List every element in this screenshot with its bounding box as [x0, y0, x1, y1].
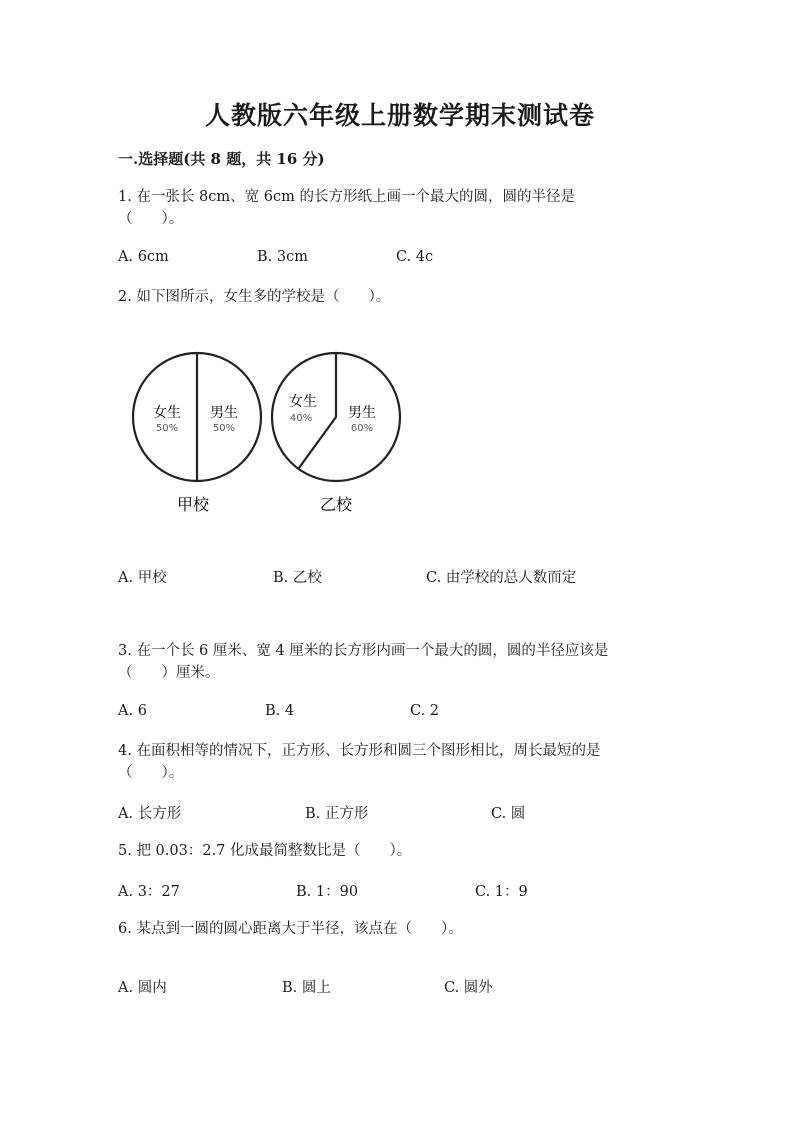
pie-chart-figure	[120, 340, 420, 525]
pie-jia-name: 甲校	[176, 495, 210, 514]
pie-yi-girl-percent: 40%	[289, 413, 313, 424]
pie-jia-girl-percent: 50%	[155, 423, 179, 434]
pie-jia-boy-label: 男生	[210, 405, 238, 421]
question-4-option-b: B. 正方形	[305, 806, 369, 822]
question-3	[118, 640, 608, 684]
question-1-line-2: （ ）。	[118, 211, 184, 227]
question-1-line-1: 1. 在一张长 8cm、宽 6cm 的长方形纸上画一个最大的圆，圆的半径是	[118, 189, 575, 205]
pie-yi-boy-percent: 60%	[350, 423, 374, 434]
pie-jia-girl-label: 女生	[153, 405, 181, 421]
question-6-option-b: B. 圆上	[282, 980, 331, 996]
question-5-option-b: B. 1：90	[296, 884, 359, 900]
section-heading: 一.选择题(共 8 题，共 16 分)	[118, 150, 325, 168]
pie-yi	[272, 353, 400, 514]
question-2	[118, 286, 390, 308]
question-6-option-c: C. 圆外	[444, 980, 493, 996]
question-3-option-a: A. 6	[118, 703, 147, 719]
question-3-line-2: （ ）厘米。	[118, 665, 220, 681]
question-2-option-a: A. 甲校	[118, 570, 167, 586]
question-2-option-c: C. 由学校的总人数而定	[426, 570, 577, 586]
question-4-option-c: C. 圆	[491, 806, 526, 822]
question-4-line-2: （ ）。	[118, 765, 184, 781]
question-5-line-1: 5. 把 0.03：2.7 化成最简整数比是（ ）。	[118, 843, 412, 859]
question-6	[118, 918, 463, 940]
question-5-option-a: A. 3：27	[118, 884, 180, 900]
question-3-option-c: C. 2	[410, 703, 440, 719]
pie-jia	[133, 353, 261, 514]
question-1-option-c: C. 4c	[396, 249, 434, 265]
question-2-option-b: B. 乙校	[273, 570, 322, 586]
question-3-option-b: B. 4	[265, 703, 295, 719]
question-3-line-1: 3. 在一个长 6 厘米、宽 4 厘米的长方形内画一个最大的圆，圆的半径应该是	[118, 643, 609, 659]
question-1-option-a: A. 6cm	[118, 249, 169, 265]
question-2-line-1: 2. 如下图所示，女生多的学校是（ ）。	[118, 289, 391, 305]
question-1-option-b: B. 3cm	[257, 249, 308, 265]
pie-yi-girl-label: 女生	[289, 394, 317, 410]
question-4	[118, 740, 600, 784]
question-4-option-a: A. 长方形	[118, 806, 182, 822]
page-title: 人教版六年级上册数学期末测试卷	[204, 101, 595, 130]
pie-yi-boy-label: 男生	[348, 405, 376, 421]
pie-yi-name: 乙校	[319, 495, 353, 514]
question-6-line-1: 6. 某点到一圆的圆心距离大于半径，该点在（ ）。	[118, 921, 463, 937]
question-6-option-a: A. 圆内	[118, 980, 167, 996]
question-4-line-1: 4. 在面积相等的情况下，正方形、长方形和圆三个图形相比，周长最短的是	[118, 743, 601, 759]
question-5-option-c: C. 1：9	[475, 884, 528, 900]
pie-jia-boy-percent: 50%	[212, 423, 236, 434]
question-1	[118, 186, 575, 230]
question-5	[118, 840, 411, 862]
pie-yi-divider	[298, 353, 336, 469]
